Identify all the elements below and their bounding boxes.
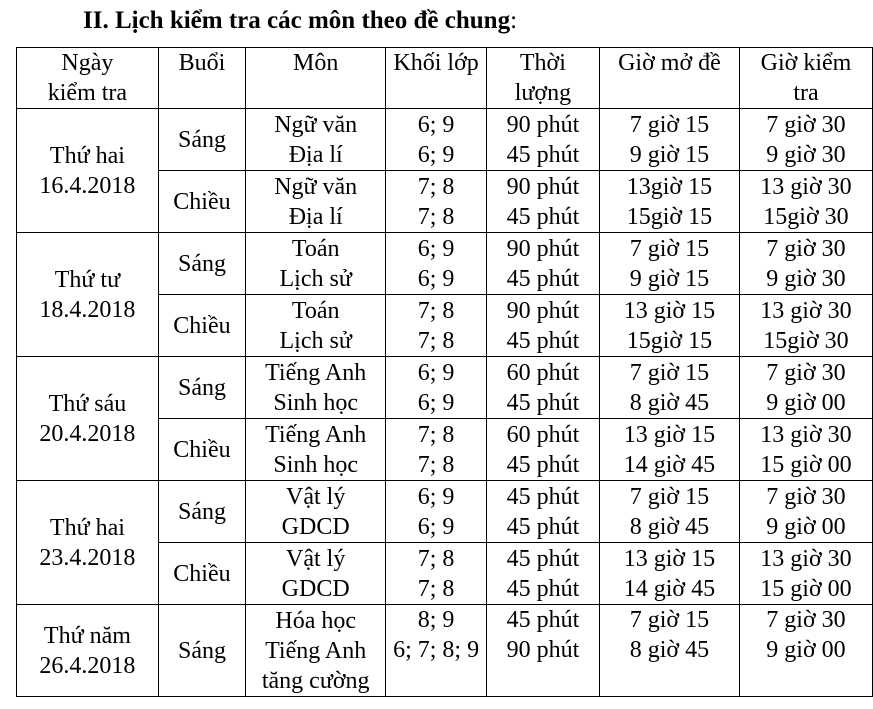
start-time-line: 15giờ 30: [763, 327, 849, 354]
exam-date-line: 16.4.2018: [39, 172, 136, 199]
exam-date-line: 26.4.2018: [39, 652, 136, 679]
grade-cell: [386, 233, 487, 295]
open-time-cell: [599, 357, 739, 419]
subject-header: [246, 48, 386, 109]
start-time-cell: [739, 605, 872, 697]
session-cell: [158, 171, 245, 233]
session-line: Sáng: [177, 126, 226, 153]
header-row: [17, 48, 873, 109]
start-time-line: 7 giờ 30: [766, 359, 846, 386]
start-time-line: 7 giờ 30: [766, 111, 846, 138]
duration-cell: [486, 171, 599, 233]
start-time-line: 13 giờ 30: [760, 173, 852, 200]
start-time-cell: [739, 171, 872, 233]
open-time-cell: [599, 295, 739, 357]
duration-line: 90 phút: [506, 297, 580, 324]
grade-cell: [386, 109, 487, 171]
start-time-line: 13 giờ 30: [760, 545, 852, 572]
grade-cell: [386, 295, 487, 357]
start-time-line: 13 giờ 30: [760, 421, 852, 448]
session-cell: [158, 419, 245, 481]
open-time-line: 15giờ 15: [626, 203, 713, 230]
start-time-line: 7 giờ 30: [766, 483, 846, 510]
start-time-cell: [739, 543, 872, 605]
open-time-line: 13 giờ 15: [623, 421, 716, 448]
subject-cell: [246, 605, 386, 697]
subject-header-line: Môn: [293, 50, 339, 76]
duration-header: [486, 48, 599, 109]
session-row: [17, 605, 873, 697]
grade-line: 6; 7; 8; 9: [393, 637, 480, 663]
exam-date-line: Thứ tư: [54, 266, 121, 293]
subject-line: Lịch sử: [279, 265, 352, 292]
start-time-header-line: Giờ kiểm: [760, 50, 852, 76]
duration-line: 45 phút: [506, 483, 580, 510]
open-time-line: 7 giờ 15: [629, 483, 710, 510]
open-time-cell: [599, 419, 739, 481]
duration-cell: [486, 357, 599, 419]
grade-line: 8; 9: [417, 607, 455, 633]
section-title-text: II. Lịch kiểm tra các môn theo đề chung: [83, 7, 511, 34]
duration-line: 90 phút: [506, 637, 580, 663]
subject-line: GDCD: [281, 513, 350, 540]
session-cell: [158, 357, 245, 419]
open-time-line: 8 giờ 45: [629, 389, 710, 416]
duration-line: 45 phút: [506, 513, 580, 540]
open-time-cell: [599, 605, 739, 697]
exam-date-line: Thứ hai: [49, 514, 125, 541]
session-row: [17, 481, 873, 543]
duration-line: 60 phút: [506, 359, 580, 386]
duration-header-line: lượng: [514, 80, 572, 106]
session-cell: [158, 295, 245, 357]
start-time-cell: [739, 481, 872, 543]
subject-line: Vật lý: [286, 545, 346, 572]
open-time-line: 7 giờ 15: [629, 111, 710, 138]
grade-line: 6; 9: [417, 235, 455, 262]
start-time-line: 7 giờ 30: [766, 607, 846, 633]
grade-line: 7; 8: [417, 545, 455, 572]
grade-line: 7; 8: [417, 575, 455, 602]
start-time-line: 15giờ 30: [763, 203, 849, 230]
subject-cell: [246, 295, 386, 357]
grade-cell: [386, 481, 487, 543]
subject-line: Ngữ văn: [274, 173, 358, 200]
grade-line: 6; 9: [417, 513, 455, 540]
grade-line: 6; 9: [417, 265, 455, 292]
grade-line: 7; 8: [417, 203, 455, 230]
session-cell: [158, 109, 245, 171]
open-time-line: 7 giờ 15: [629, 359, 710, 386]
session-cell: [158, 543, 245, 605]
schedule-body: [17, 109, 873, 697]
start-time-line: 9 giờ 30: [766, 141, 846, 168]
start-time-header: [739, 48, 872, 109]
exam-date-cell: [17, 357, 159, 481]
grade-line: 7; 8: [417, 327, 455, 354]
grade-line: 6; 9: [417, 141, 455, 168]
session-row: [17, 357, 873, 419]
subject-line: Địa lí: [288, 203, 343, 230]
subject-line: Tiếng Anh: [265, 637, 367, 664]
open-time-header: [599, 48, 739, 109]
duration-line: 45 phút: [506, 141, 580, 168]
exam-date-cell: [17, 605, 159, 697]
start-time-line: 15 giờ 00: [760, 451, 852, 478]
session-line: Chiều: [173, 436, 231, 463]
subject-line: Tiếng Anh: [265, 359, 367, 386]
subject-line: tăng cường: [261, 667, 370, 694]
duration-line: 60 phút: [506, 421, 580, 448]
start-time-cell: [739, 419, 872, 481]
section-title: [83, 6, 517, 36]
grade-line: 6; 9: [417, 111, 455, 138]
grade-cell: [386, 419, 487, 481]
start-time-line: 13 giờ 30: [760, 297, 852, 324]
subject-line: Ngữ văn: [274, 111, 358, 138]
start-time-line: 9 giờ 00: [766, 389, 846, 416]
duration-line: 90 phút: [506, 235, 580, 262]
duration-line: 45 phút: [506, 575, 580, 602]
session-line: Chiều: [173, 312, 231, 339]
date-header-line: Ngày: [61, 50, 114, 76]
session-header-line: Buổi: [178, 50, 226, 76]
grade-cell: [386, 357, 487, 419]
grade-header: [386, 48, 487, 109]
open-time-cell: [599, 481, 739, 543]
grade-cell: [386, 543, 487, 605]
subject-line: Sinh học: [273, 451, 359, 478]
grade-cell: [386, 171, 487, 233]
open-time-line: 8 giờ 45: [629, 637, 710, 663]
exam-date-line: Thứ năm: [43, 622, 131, 649]
open-time-line: 14 giờ 45: [623, 575, 716, 602]
duration-cell: [486, 481, 599, 543]
subject-line: Tiếng Anh: [265, 421, 367, 448]
session-line: Sáng: [177, 250, 226, 277]
duration-line: 45 phút: [506, 389, 580, 416]
exam-date-line: 18.4.2018: [39, 296, 136, 323]
open-time-line: 8 giờ 45: [629, 513, 710, 540]
session-line: Chiều: [173, 560, 231, 587]
start-time-header-line: tra: [793, 80, 819, 106]
open-time-cell: [599, 109, 739, 171]
section-title-colon: :: [510, 7, 518, 34]
duration-line: 45 phút: [506, 607, 580, 633]
duration-cell: [486, 295, 599, 357]
start-time-cell: [739, 233, 872, 295]
start-time-line: 15 giờ 00: [760, 575, 852, 602]
session-header: [158, 48, 245, 109]
duration-cell: [486, 233, 599, 295]
subject-cell: [246, 109, 386, 171]
subject-line: Toán: [291, 235, 340, 262]
exam-date-cell: [17, 233, 159, 357]
duration-line: 90 phút: [506, 111, 580, 138]
open-time-line: 15giờ 15: [626, 327, 713, 354]
start-time-line: 7 giờ 30: [766, 235, 846, 262]
session-line: Sáng: [177, 374, 226, 401]
grade-line: 6; 9: [417, 389, 455, 416]
exam-date-line: Thứ hai: [49, 142, 125, 169]
duration-cell: [486, 419, 599, 481]
open-time-line: 13 giờ 15: [623, 297, 716, 324]
open-time-cell: [599, 543, 739, 605]
exam-date-line: 20.4.2018: [39, 420, 136, 447]
session-line: Chiều: [173, 188, 231, 215]
open-time-line: 9 giờ 15: [629, 141, 710, 168]
start-time-line: 9 giờ 00: [766, 637, 846, 663]
subject-cell: [246, 419, 386, 481]
subject-line: Lịch sử: [279, 327, 352, 354]
open-time-header-line: Giờ mở đề: [618, 50, 721, 76]
grade-header-line: Khối lớp: [393, 50, 479, 76]
duration-line: 45 phút: [506, 203, 580, 230]
subject-line: Địa lí: [288, 141, 343, 168]
duration-cell: [486, 605, 599, 697]
grade-line: 7; 8: [417, 421, 455, 448]
subject-cell: [246, 481, 386, 543]
subject-cell: [246, 357, 386, 419]
duration-header-line: Thời: [519, 50, 566, 76]
grade-cell: [386, 605, 487, 697]
session-cell: [158, 233, 245, 295]
grade-line: 7; 8: [417, 173, 455, 200]
duration-line: 45 phút: [506, 265, 580, 292]
exam-date-line: 23.4.2018: [39, 544, 136, 571]
session-line: Sáng: [177, 498, 226, 525]
open-time-line: 7 giờ 15: [629, 607, 710, 633]
subject-cell: [246, 543, 386, 605]
duration-line: 90 phút: [506, 173, 580, 200]
open-time-line: 9 giờ 15: [629, 265, 710, 292]
subject-line: Sinh học: [273, 389, 359, 416]
session-cell: [158, 605, 245, 697]
subject-line: Vật lý: [286, 483, 346, 510]
start-time-cell: [739, 109, 872, 171]
exam-date-cell: [17, 481, 159, 605]
open-time-line: 7 giờ 15: [629, 235, 710, 262]
date-header-line: kiểm tra: [47, 80, 128, 106]
grade-line: 6; 9: [417, 483, 455, 510]
subject-line: Hóa học: [275, 607, 356, 634]
subject-cell: [246, 171, 386, 233]
session-row: [17, 233, 873, 295]
grade-line: 6; 9: [417, 359, 455, 386]
open-time-cell: [599, 233, 739, 295]
grade-line: 7; 8: [417, 451, 455, 478]
start-time-cell: [739, 295, 872, 357]
exam-schedule-table: [16, 47, 873, 697]
date-header: [17, 48, 159, 109]
duration-line: 45 phút: [506, 545, 580, 572]
start-time-line: 9 giờ 00: [766, 513, 846, 540]
session-line: Sáng: [177, 637, 226, 664]
start-time-cell: [739, 357, 872, 419]
duration-line: 45 phút: [506, 327, 580, 354]
session-row: [17, 109, 873, 171]
session-cell: [158, 481, 245, 543]
open-time-cell: [599, 171, 739, 233]
open-time-line: 13giờ 15: [626, 173, 713, 200]
exam-date-cell: [17, 109, 159, 233]
duration-cell: [486, 109, 599, 171]
grade-line: 7; 8: [417, 297, 455, 324]
duration-line: 45 phút: [506, 451, 580, 478]
subject-cell: [246, 233, 386, 295]
subject-line: GDCD: [281, 575, 350, 602]
subject-line: Toán: [291, 297, 340, 324]
start-time-line: 9 giờ 30: [766, 265, 846, 292]
duration-cell: [486, 543, 599, 605]
exam-date-line: Thứ sáu: [48, 390, 127, 417]
open-time-line: 14 giờ 45: [623, 451, 716, 478]
open-time-line: 13 giờ 15: [623, 545, 716, 572]
